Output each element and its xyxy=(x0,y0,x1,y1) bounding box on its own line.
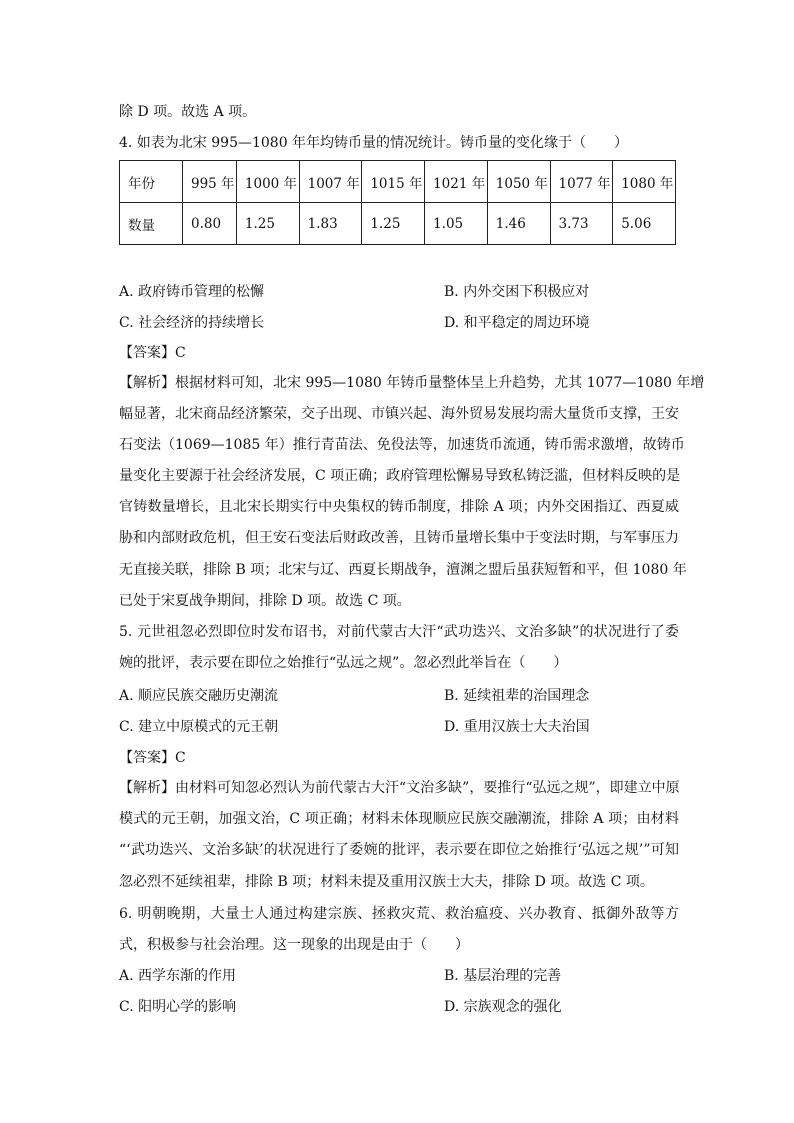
coin-table xyxy=(119,160,676,245)
table-cell-year: 995 年 xyxy=(183,161,237,203)
table-cell-year: 1077 年 xyxy=(550,161,613,203)
q4-analysis-line: 【解析】根据材料可知，北宋 995—1080 年铸币量整体呈上升趋势，尤其 1077—1080 年增 xyxy=(119,375,705,391)
q4-analysis-line: 无直接关联，排除 B 项；北宋与辽、西夏长期战争，澶渊之盟后虽获短暂和平，但 1080 年 xyxy=(119,562,687,578)
table-cell-value: 1.46 xyxy=(487,203,550,245)
table-cell-value: 5.06 xyxy=(613,203,676,245)
q6-option-c: C. 阳明心学的影响 xyxy=(119,999,237,1015)
q5-analysis-line: 忽必烈不延续祖辈，排除 B 项；材料未提及重用汉族士大夫，排除 D 项。故选 C 项。 xyxy=(119,874,654,890)
table-cell-year: 1000 年 xyxy=(236,161,299,203)
q5-option-d: D. 重用汉族士大夫治国 xyxy=(444,719,590,735)
q5-analysis-line: 【解析】由材料可知忽必烈认为前代蒙古大汗“文治多缺”，要推行“弘远之规”，即建立中原 xyxy=(119,780,680,796)
q4-analysis-line: 胁和内部财政危机，但王安石变法后财政改善，且铸币量增长集中于变法时期，与军事压力 xyxy=(119,530,679,546)
q5-option-a: A. 顺应民族交融历史潮流 xyxy=(119,688,279,704)
q5-answer: 【答案】C xyxy=(119,750,186,766)
q5-stem-line: 5. 元世祖忽必烈即位时发布诏书，对前代蒙古大汗“武功迭兴、文治多缺”的状况进行了委 xyxy=(119,624,679,640)
q4-analysis-line: 石变法（1069—1085 年）推行青苗法、免役法等，加速货币流通，铸币需求激增，故铸币 xyxy=(119,437,685,453)
q5-analysis-line: “‘武功迭兴、文治多缺’的状况进行了委婉的批评，表示要在即位之始推行‘弘远之规’”可知 xyxy=(119,842,679,858)
q4-option-c: C. 社会经济的持续增长 xyxy=(119,315,265,331)
q4-option-d: D. 和平稳定的周边环境 xyxy=(444,315,590,331)
q6-option-b: B. 基层治理的完善 xyxy=(444,968,562,984)
table-cell-year: 1007 年 xyxy=(299,161,362,203)
q6-option-a: A. 西学东渐的作用 xyxy=(119,968,237,984)
table-cell-value: 0.80 xyxy=(183,203,237,245)
previous-answer-tail: 除 D 项。故选 A 项。 xyxy=(119,104,257,120)
q4-analysis-line: 已处于宋夏战争期间，排除 D 项。故选 C 项。 xyxy=(119,593,411,609)
table-cell-value: 1.83 xyxy=(299,203,362,245)
q4-option-a: A. 政府铸币管理的松懈 xyxy=(119,284,265,300)
q4-analysis-line: 官铸数量增长，且北宋长期实行中央集权的铸币制度，排除 A 项；内外交困指辽、西夏威 xyxy=(119,499,679,515)
q6-stem-line: 式，积极参与社会治理。这一现象的出现是由于（ ） xyxy=(119,937,469,953)
q5-analysis-line: 模式的元王朝，加强文治，C 项正确；材料未体现顺应民族交融潮流，排除 A 项；由材料 xyxy=(119,811,679,827)
table-row-years xyxy=(120,161,676,203)
table-header-label: 年份 xyxy=(120,161,183,203)
table-cell-year: 1021 年 xyxy=(425,161,488,203)
q4-analysis-line: 量变化主要源于社会经济发展，C 项正确；政府管理松懈易导致私铸泛滥，但材料反映的是 xyxy=(119,468,681,484)
q4-option-b: B. 内外交困下积极应对 xyxy=(444,284,590,300)
q5-option-c: C. 建立中原模式的元王朝 xyxy=(119,719,279,735)
q4-stem: 4. 如表为北宋 995—1080 年年均铸币量的情况统计。铸币量的变化缘于（ ） xyxy=(119,135,629,151)
q6-stem-line: 6. 明朝晚期，大量士人通过构建宗族、拯救灾荒、救治瘟疫、兴办教育、抵御外敌等方 xyxy=(119,906,679,922)
q4-answer: 【答案】C xyxy=(119,345,186,361)
table-cell-value: 3.73 xyxy=(550,203,613,245)
table-row-label: 数量 xyxy=(120,203,183,245)
table-cell-year: 1050 年 xyxy=(487,161,550,203)
table-cell-year: 1015 年 xyxy=(362,161,425,203)
table-cell-value: 1.25 xyxy=(362,203,425,245)
q6-option-d: D. 宗族观念的强化 xyxy=(444,999,562,1015)
table-cell-year: 1080 年 xyxy=(613,161,676,203)
q5-stem-line: 婉的批评，表示要在即位之始推行“弘远之规”。忽必烈此举旨在（ ） xyxy=(119,655,568,671)
table-row-values xyxy=(120,203,676,245)
q5-option-b: B. 延续祖辈的治国理念 xyxy=(444,688,590,704)
table-cell-value: 1.25 xyxy=(236,203,299,245)
table-cell-value: 1.05 xyxy=(425,203,488,245)
q4-analysis-line: 幅显著，北宋商品经济繁荣，交子出现、市镇兴起、海外贸易发展均需大量货币支撑，王安 xyxy=(119,406,679,422)
